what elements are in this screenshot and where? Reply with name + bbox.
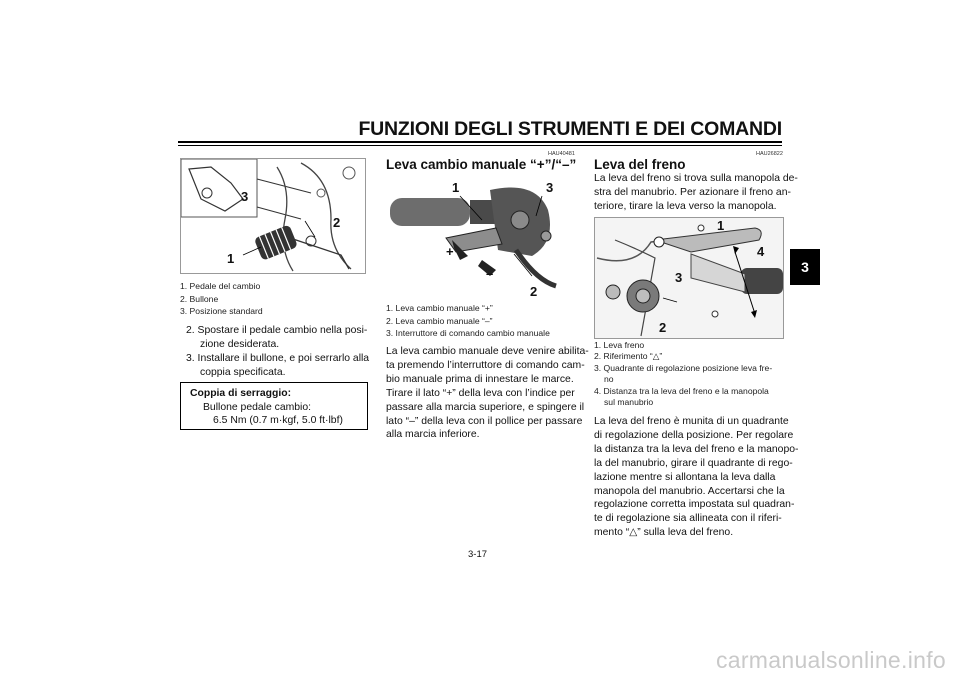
paragraph-line: La leva del freno è munita di un quadrante (594, 416, 789, 427)
section-title-brake-lever: Leva del freno (594, 157, 686, 172)
callout-3: 3 (241, 189, 249, 204)
plus-marker: + (446, 244, 454, 259)
chapter-tab: 3 (790, 249, 820, 285)
paragraph-line: ta premendo l’interruttore di comando cam- (386, 359, 585, 371)
paragraph-line: bio manuale prima di innestare le marce. (386, 373, 574, 385)
caption-item: 3. Interruttore di comando cambio manuale (386, 328, 550, 339)
section-code: HAU26822 (756, 151, 783, 157)
caption-item: 2. Bullone (180, 293, 219, 304)
caption-brake-lever (594, 340, 772, 408)
caption-item: 2. Riferimento “△” (594, 351, 663, 362)
callout-1: 1 (452, 180, 460, 195)
caption-item: 3. Quadrante di regolazione posizione leva fre- (594, 362, 773, 373)
caption-item: 1. Pedale del cambio (180, 281, 261, 291)
paragraph-line: mento “△” sulla leva del freno. (594, 527, 734, 539)
callout-1: 1 (717, 218, 725, 233)
caption-item: sul manubrio (604, 397, 654, 408)
shift-lever-text (386, 345, 589, 442)
paragraph-line: di regolazione della posizione. Per regolare (594, 429, 794, 441)
callout-1: 1 (227, 251, 235, 266)
section-code: HAU40481 (548, 151, 575, 157)
callout-2: 2 (659, 320, 667, 335)
paragraph-line: La leva del freno si trova sulla manopola de- (594, 173, 798, 184)
paragraph-line: alla marcia inferiore. (386, 429, 480, 441)
brake-lever-illustration (595, 218, 783, 338)
spec-item: Bullone pedale cambio: (203, 401, 312, 413)
figure-shift-lever (386, 180, 570, 299)
paragraph-line: Tirare il lato “+” della leva con l’indice per (386, 387, 575, 399)
caption-item: 4. Distanza tra la leva del freno e la manopola (594, 385, 769, 396)
caption-shift-lever (386, 302, 550, 340)
caption-item: 2. Leva cambio manuale “–” (386, 315, 493, 326)
paragraph-line: lato “–” della leva con il pollice per passare (386, 415, 583, 427)
paragraph-line: La leva cambio manuale deve venire abilita- (386, 346, 589, 357)
spec-value: 6.5 Nm (0.7 m·kgf, 5.0 ft·lbf) (213, 415, 343, 427)
brake-intro-text (594, 172, 798, 214)
figure-shift-pedal (180, 158, 366, 274)
torque-spec-box (180, 382, 368, 430)
spec-title: Coppia di serraggio: (190, 388, 292, 399)
callout-2: 2 (333, 215, 341, 230)
step-2-line-1: 2. Spostare il pedale cambio nella posi- (186, 325, 368, 336)
paragraph-line: stra del manubrio. Per azionare il freno an- (594, 186, 791, 198)
paragraph-line: lazione mentre si allontana la leva dalla (594, 471, 776, 483)
caption-item: 1. Leva freno (594, 340, 645, 350)
step-3-line-2: coppia specificata. (200, 366, 286, 378)
page-number: 3-17 (468, 549, 488, 560)
caption-shift-pedal (180, 280, 263, 318)
header-rule-thin (178, 145, 782, 146)
callout-3: 3 (675, 270, 683, 285)
header-rule (178, 141, 782, 143)
caption-item: no (604, 374, 614, 385)
paragraph-line: passare alla marcia superiore, e spingere il (386, 401, 585, 413)
brake-adjust-text (594, 415, 799, 540)
figure-brake-lever (594, 217, 784, 339)
caption-item: 1. Leva cambio manuale “+” (386, 303, 493, 313)
minus-marker: – (486, 266, 494, 281)
page-title: FUNZIONI DEGLI STRUMENTI E DEI COMANDI (358, 118, 782, 140)
paragraph-line: la del manubrio, girare il quadrante di rego- (594, 457, 793, 469)
shift-lever-illustration (386, 180, 570, 294)
section-title-shift-lever: Leva cambio manuale “+”/“–” (386, 157, 577, 172)
step-3-line-1: 3. Installare il bullone, e poi serrarlo alla (186, 352, 370, 364)
caption-item: 3. Posizione standard (180, 306, 263, 317)
steps-list (186, 324, 370, 380)
callout-2: 2 (530, 284, 538, 299)
callout-4: 4 (757, 244, 765, 259)
paragraph-line: teriore, tirare la leva verso la manopola. (594, 200, 777, 212)
step-2-line-2: zione desiderata. (200, 338, 280, 350)
paragraph-line: te di regolazione sia allineata con il riferi- (594, 513, 782, 525)
watermark: carmanualsonline.info (715, 647, 946, 673)
paragraph-line: regolazione corretta impostata sul quadran- (594, 499, 795, 511)
paragraph-line: la distanza tra la leva del freno e la manopo- (594, 443, 799, 455)
paragraph-line: manopola del manubrio. Accertarsi che la (594, 485, 785, 497)
callout-3: 3 (546, 180, 554, 195)
